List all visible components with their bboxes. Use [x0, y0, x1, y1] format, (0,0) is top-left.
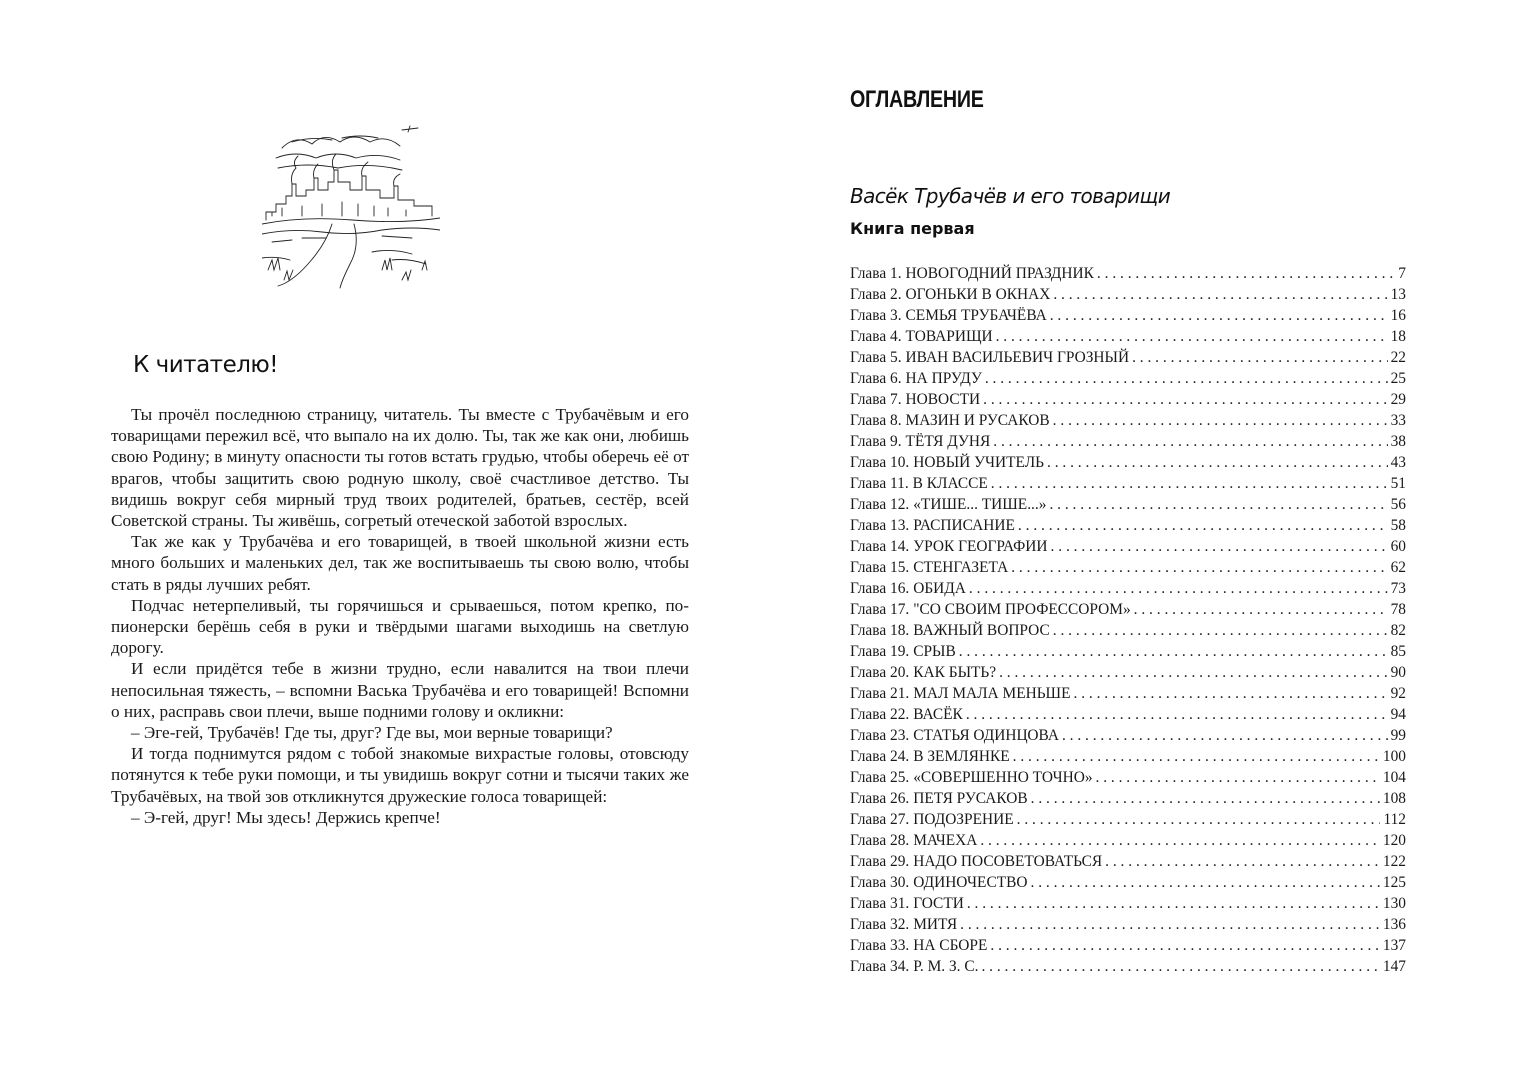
toc-entry[interactable]	[850, 914, 1406, 935]
toc-leader-dots	[991, 473, 1388, 494]
toc-chapter-number: Глава 1.	[850, 265, 902, 282]
toc-chapter-title: ТОВАРИЩИ	[905, 328, 993, 345]
toc-leader-dots	[967, 893, 1380, 914]
toc-leader-dots	[981, 956, 1379, 977]
toc-page-number: 136	[1382, 916, 1406, 933]
toc-entry[interactable]	[850, 704, 1406, 725]
right-page	[758, 0, 1516, 1080]
toc-leader-dots	[985, 368, 1388, 389]
industrial-landscape-sketch	[262, 120, 440, 290]
toc-chapter-number: Глава 32.	[850, 916, 910, 933]
toc-chapter-title: «СОВЕРШЕННО ТОЧНО»	[913, 769, 1093, 786]
toc-chapter-title: В ЗЕМЛЯНКЕ	[913, 748, 1010, 765]
toc-entry[interactable]	[850, 620, 1406, 641]
toc-leader-dots	[980, 830, 1380, 851]
toc-list	[850, 263, 1406, 977]
toc-chapter-title: КАК БЫТЬ?	[913, 664, 997, 681]
toc-entry[interactable]	[850, 410, 1406, 431]
toc-leader-dots	[1096, 767, 1380, 788]
toc-page-number: 122	[1382, 853, 1406, 870]
toc-page-number: 13	[1390, 286, 1406, 303]
toc-chapter-number: Глава 12.	[850, 496, 910, 513]
toc-page-number: 16	[1390, 307, 1406, 324]
letter-paragraph: И тогда поднимутся рядом с тобой знакомые вихрастые головы, отовсюду потянутся к тебе руки помощи, и ты увидишь вокруг сотни и тысячи таких же Трубачёвых, на твой зов откликнутся дружеские голоса товарищей:	[111, 744, 689, 806]
toc-leader-dots	[996, 326, 1388, 347]
toc-page-number: 100	[1382, 748, 1406, 765]
toc-chapter-title: СЕМЬЯ ТРУБАЧЁВА	[905, 307, 1047, 324]
toc-chapter-title: В КЛАССЕ	[912, 475, 988, 492]
toc-page-number: 120	[1382, 832, 1406, 849]
toc-entry[interactable]	[850, 956, 1406, 977]
letter-paragraph: – Эге-гей, Трубачёв! Где ты, друг? Где вы, мои верные товарищи?	[131, 723, 613, 743]
toc-leader-dots	[1013, 746, 1380, 767]
toc-page-number: 147	[1382, 958, 1406, 975]
toc-chapter-number: Глава 10.	[850, 454, 910, 471]
toc-leader-dots	[966, 704, 1388, 725]
toc-chapter-number: Глава 2.	[850, 286, 902, 303]
toc-entry[interactable]	[850, 263, 1406, 284]
toc-leader-dots	[1074, 683, 1388, 704]
toc-chapter-title: "СО СВОИМ ПРОФЕССОРОМ»	[913, 601, 1131, 618]
toc-entry[interactable]	[850, 431, 1406, 452]
toc-chapter-title: ТЁТЯ ДУНЯ	[905, 433, 991, 450]
toc-page-number: 62	[1390, 559, 1406, 576]
letter-paragraph: Ты прочёл последнюю страницу, читатель. Ты вместе с Трубачёвым и его товарищами пережил всё, что выпало на их долю. Ты, так же как они, любишь свою Родину; в минуту опасности ты готов встать грудью, чтобы оберечь её от врагов, чтобы защитить свою родную школу, своё счастливое детство. Ты видишь вокруг себя мирный труд твоих родителей, братьев, сестёр, всей Советской страны. Ты живёшь, согретый отеческой заботой взрослых.	[111, 405, 689, 531]
toc-chapter-number: Глава 23.	[850, 727, 910, 744]
toc-leader-dots	[1053, 410, 1388, 431]
toc-page-number: 104	[1382, 769, 1406, 786]
toc-chapter-number: Глава 6.	[850, 370, 902, 387]
toc-chapter-title: НАДО ПОСОВЕТОВАТЬСЯ	[913, 853, 1103, 870]
toc-chapter-title: ВАЖНЫЙ ВОПРОС	[913, 622, 1050, 639]
toc-leader-dots	[1047, 452, 1388, 473]
toc-chapter-number: Глава 28.	[850, 832, 910, 849]
toc-leader-dots	[960, 914, 1380, 935]
toc-entry[interactable]	[850, 557, 1406, 578]
toc-entry[interactable]	[850, 599, 1406, 620]
toc-chapter-number: Глава 7.	[850, 391, 902, 408]
toc-chapter-number: Глава 5.	[850, 349, 902, 366]
toc-leader-dots	[999, 662, 1388, 683]
toc-chapter-number: Глава 16.	[850, 580, 910, 597]
toc-page-number: 51	[1390, 475, 1406, 492]
toc-entry[interactable]	[850, 578, 1406, 599]
toc-entry[interactable]	[850, 767, 1406, 788]
toc-chapter-title: УРОК ГЕОГРАФИИ	[913, 538, 1048, 555]
toc-entry[interactable]	[850, 725, 1406, 746]
toc-chapter-number: Глава 14.	[850, 538, 910, 555]
letter-paragraph: И если придётся тебе в жизни трудно, если навалится на твои плечи непосильная тяжесть, – вспомни Васька Трубачёва и его товарищей! Вспомни о них, расправь свои плечи, выше подними голову и окликни:	[111, 659, 689, 721]
toc-chapter-number: Глава 30.	[850, 874, 910, 891]
toc-chapter-title: МАЧЕХА	[913, 832, 978, 849]
toc-entry[interactable]	[850, 515, 1406, 536]
toc-chapter-number: Глава 20.	[850, 664, 910, 681]
toc-chapter-title: МАЗИН И РУСАКОВ	[905, 412, 1050, 429]
toc-page-number: 29	[1390, 391, 1406, 408]
toc-chapter-number: Глава 4.	[850, 328, 902, 345]
toc-leader-dots	[959, 641, 1388, 662]
toc-entry[interactable]	[850, 326, 1406, 347]
toc-entry[interactable]	[850, 641, 1406, 662]
toc-leader-dots	[1049, 494, 1387, 515]
toc-chapter-number: Глава 26.	[850, 790, 910, 807]
toc-chapter-number: Глава 3.	[850, 307, 902, 324]
toc-page-number: 112	[1383, 811, 1406, 828]
toc-page-number: 22	[1390, 349, 1406, 366]
toc-leader-dots	[969, 578, 1388, 599]
toc-leader-dots	[1105, 851, 1380, 872]
toc-chapter-number: Глава 22.	[850, 706, 910, 723]
letter-heading: К читателю!	[133, 352, 278, 378]
toc-leader-dots	[1053, 620, 1388, 641]
toc-page-number: 125	[1382, 874, 1406, 891]
toc-leader-dots	[1134, 599, 1388, 620]
toc-chapter-title: НОВЫЙ УЧИТЕЛЬ	[913, 454, 1045, 471]
toc-entry[interactable]	[850, 473, 1406, 494]
toc-leader-dots	[1053, 284, 1387, 305]
toc-chapter-number: Глава 11.	[850, 475, 909, 492]
letter-paragraph: – Э-гей, друг! Мы здесь! Держись крепче!	[131, 807, 441, 827]
toc-page-number: 56	[1390, 496, 1406, 513]
toc-chapter-number: Глава 15.	[850, 559, 910, 576]
toc-page-number: 108	[1382, 790, 1406, 807]
book-title: Васёк Трубачёв и его товарищи	[850, 184, 1171, 208]
toc-page-number: 43	[1390, 454, 1406, 471]
toc-entry[interactable]	[850, 830, 1406, 851]
toc-chapter-number: Глава 33.	[850, 937, 910, 954]
toc-entry[interactable]	[850, 893, 1406, 914]
toc-page-number: 99	[1390, 727, 1406, 744]
toc-page-number: 33	[1390, 412, 1406, 429]
toc-chapter-number: Глава 8.	[850, 412, 902, 429]
toc-chapter-title: СРЫВ	[913, 643, 956, 660]
toc-chapter-number: Глава 24.	[850, 748, 910, 765]
toc-entry[interactable]	[850, 683, 1406, 704]
toc-entry[interactable]	[850, 284, 1406, 305]
toc-chapter-title: ОГОНЬКИ В ОКНАХ	[905, 286, 1051, 303]
toc-chapter-number: Глава 29.	[850, 853, 910, 870]
book-subtitle: Книга первая	[850, 219, 975, 238]
toc-page-number: 92	[1390, 685, 1406, 702]
toc-leader-dots	[1097, 263, 1395, 284]
toc-chapter-title: НОВОСТИ	[905, 391, 981, 408]
toc-page-number: 130	[1382, 895, 1406, 912]
toc-chapter-number: Глава 13.	[850, 517, 910, 534]
toc-entry[interactable]	[850, 494, 1406, 515]
toc-chapter-number: Глава 27.	[850, 811, 910, 828]
toc-chapter-title: «ТИШЕ... ТИШЕ...»	[913, 496, 1047, 513]
toc-leader-dots	[1132, 347, 1388, 368]
toc-chapter-title: МАЛ МАЛА МЕНЬШЕ	[913, 685, 1071, 702]
letter-paragraph: Так же как у Трубачёва и его товарищей, в твоей школьной жизни есть много больших и маленьких дел, так же воспитываешь ты свою волю, чтобы стать в ряды лучших ребят.	[111, 532, 689, 594]
toc-chapter-number: Глава 31.	[850, 895, 910, 912]
toc-entry[interactable]	[850, 305, 1406, 326]
toc-chapter-title: ИВАН ВАСИЛЬЕВИЧ ГРОЗНЫЙ	[905, 349, 1130, 366]
toc-title: ОГЛАВЛЕНИЕ	[850, 86, 984, 113]
toc-entry[interactable]	[850, 536, 1406, 557]
toc-page-number: 137	[1382, 937, 1406, 954]
toc-chapter-title: МИТЯ	[913, 916, 958, 933]
toc-chapter-title: Р. М. З. С.	[913, 958, 979, 975]
toc-chapter-number: Глава 19.	[850, 643, 910, 660]
toc-chapter-title: ОДИНОЧЕСТВО	[913, 874, 1028, 891]
toc-leader-dots	[1062, 725, 1388, 746]
toc-entry[interactable]	[850, 368, 1406, 389]
toc-chapter-number: Глава 18.	[850, 622, 910, 639]
toc-chapter-title: НА СБОРЕ	[913, 937, 988, 954]
toc-chapter-number: Глава 21.	[850, 685, 910, 702]
toc-chapter-number: Глава 9.	[850, 433, 902, 450]
toc-entry[interactable]	[850, 935, 1406, 956]
toc-entry[interactable]	[850, 452, 1406, 473]
toc-page-number: 7	[1398, 265, 1406, 282]
toc-leader-dots	[1051, 536, 1388, 557]
toc-page-number: 78	[1390, 601, 1406, 618]
toc-chapter-title: ВАСЁК	[913, 706, 963, 723]
letter-body	[111, 404, 689, 828]
toc-chapter-number: Глава 25.	[850, 769, 910, 786]
toc-entry[interactable]	[850, 347, 1406, 368]
toc-leader-dots	[1031, 788, 1380, 809]
toc-leader-dots	[1011, 557, 1387, 578]
toc-chapter-title: ОБИДА	[913, 580, 966, 597]
toc-leader-dots	[983, 389, 1387, 410]
toc-entry[interactable]	[850, 872, 1406, 893]
toc-page-number: 85	[1390, 643, 1406, 660]
toc-entry[interactable]	[850, 851, 1406, 872]
toc-leader-dots	[1050, 305, 1388, 326]
toc-page-number: 90	[1390, 664, 1406, 681]
toc-entry[interactable]	[850, 389, 1406, 410]
toc-chapter-number: Глава 17.	[850, 601, 910, 618]
toc-entry[interactable]	[850, 809, 1406, 830]
toc-chapter-title: СТЕНГАЗЕТА	[913, 559, 1009, 576]
toc-page-number: 18	[1390, 328, 1406, 345]
toc-leader-dots	[1018, 515, 1388, 536]
toc-page-number: 73	[1390, 580, 1406, 597]
toc-page-number: 58	[1390, 517, 1406, 534]
toc-page-number: 38	[1390, 433, 1406, 450]
toc-chapter-title: ПОДОЗРЕНИЕ	[913, 811, 1014, 828]
toc-chapter-title: СТАТЬЯ ОДИНЦОВА	[913, 727, 1059, 744]
toc-leader-dots	[1017, 809, 1381, 830]
toc-leader-dots	[993, 431, 1387, 452]
toc-chapter-title: НОВОГОДНИЙ ПРАЗДНИК	[905, 265, 1094, 282]
toc-chapter-number: Глава 34.	[850, 958, 910, 975]
toc-entry[interactable]	[850, 746, 1406, 767]
toc-page-number: 25	[1390, 370, 1406, 387]
toc-entry[interactable]	[850, 662, 1406, 683]
toc-page-number: 60	[1390, 538, 1406, 555]
toc-chapter-title: ПЕТЯ РУСАКОВ	[913, 790, 1028, 807]
toc-chapter-title: НА ПРУДУ	[905, 370, 982, 387]
toc-leader-dots	[990, 935, 1380, 956]
toc-page-number: 82	[1390, 622, 1406, 639]
toc-chapter-title: РАСПИСАНИЕ	[913, 517, 1015, 534]
toc-chapter-title: ГОСТИ	[913, 895, 964, 912]
letter-paragraph: Подчас нетерпеливый, ты горячишься и срываешься, потом крепко, по-пионерски берёшь себя в руки и твёрдыми шагами выходишь на светлую дорогу.	[111, 595, 689, 658]
toc-entry[interactable]	[850, 788, 1406, 809]
toc-leader-dots	[1031, 872, 1380, 893]
toc-page-number: 94	[1390, 706, 1406, 723]
